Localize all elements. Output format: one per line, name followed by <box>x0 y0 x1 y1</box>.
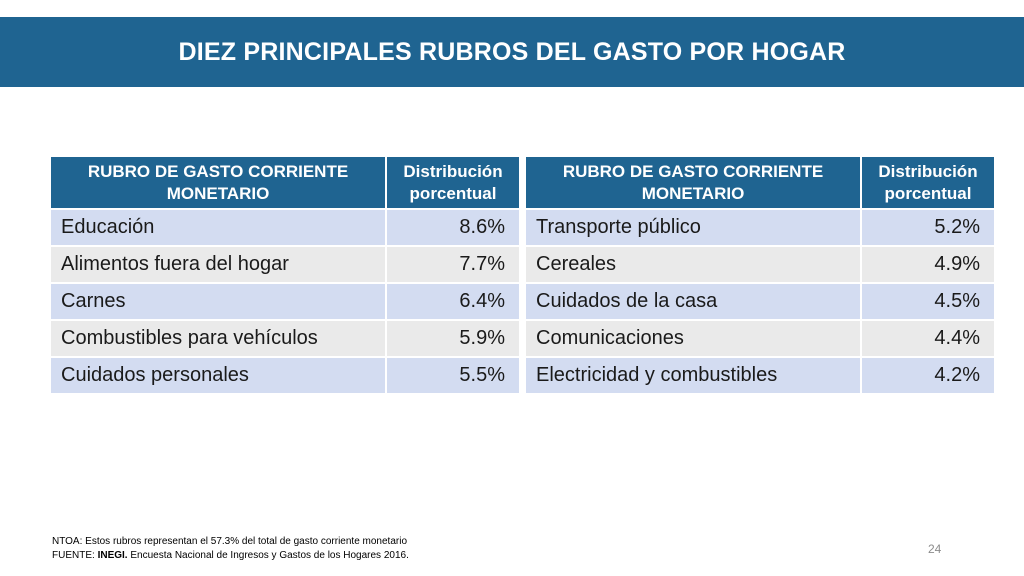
table-row <box>51 283 519 320</box>
table-row <box>526 209 994 246</box>
source-label: FUENTE: <box>52 550 95 561</box>
source-text: Encuesta Nacional de Ingresos y Gastos de los Hogares 2016. <box>130 550 409 561</box>
percent-cell: 4.2% <box>861 357 994 393</box>
percent-cell: 8.6% <box>386 209 519 246</box>
header-rubro: RUBRO DE GASTO CORRIENTE MONETARIO <box>526 157 861 209</box>
percent-cell: 5.9% <box>386 320 519 357</box>
rubro-cell: Combustibles para vehículos <box>51 320 386 357</box>
rubro-cell: Cereales <box>526 246 861 283</box>
percent-cell: 6.4% <box>386 283 519 320</box>
table-row <box>526 357 994 393</box>
table-row <box>526 320 994 357</box>
table-row <box>526 283 994 320</box>
percent-cell: 4.4% <box>861 320 994 357</box>
rubro-cell: Electricidad y combustibles <box>526 357 861 393</box>
title-bar <box>0 17 1024 87</box>
table-header-row <box>526 157 994 209</box>
page-number: 24 <box>928 542 942 556</box>
expense-table-left <box>51 157 519 393</box>
rubro-cell: Cuidados personales <box>51 357 386 393</box>
table-row <box>51 320 519 357</box>
percent-cell: 5.5% <box>386 357 519 393</box>
rubro-cell: Alimentos fuera del hogar <box>51 246 386 283</box>
percent-cell: 5.2% <box>861 209 994 246</box>
percent-cell: 4.5% <box>861 283 994 320</box>
header-distribucion: Distribución porcentual <box>861 157 994 209</box>
table-row <box>51 209 519 246</box>
table-row <box>526 246 994 283</box>
rubro-cell: Transporte público <box>526 209 861 246</box>
rubro-cell: Cuidados de la casa <box>526 283 861 320</box>
table-row <box>51 357 519 393</box>
slide-title: DIEZ PRINCIPALES RUBROS DEL GASTO POR HOGAR <box>178 37 846 66</box>
footnote-note: NTOA: Estos rubros representan el 57.3% del total de gasto corriente monetario <box>52 536 408 547</box>
rubro-cell: Educación <box>51 209 386 246</box>
header-distribucion: Distribución porcentual <box>386 157 519 209</box>
percent-cell: 4.9% <box>861 246 994 283</box>
rubro-cell: Comunicaciones <box>526 320 861 357</box>
footnote-source <box>52 549 409 563</box>
rubro-cell: Carnes <box>51 283 386 320</box>
source-org: INEGI. <box>97 550 128 561</box>
table-row <box>51 246 519 283</box>
header-rubro: RUBRO DE GASTO CORRIENTE MONETARIO <box>51 157 386 209</box>
percent-cell: 7.7% <box>386 246 519 283</box>
table-header-row <box>51 157 519 209</box>
expense-table-right <box>526 157 994 393</box>
footnote <box>52 535 409 563</box>
